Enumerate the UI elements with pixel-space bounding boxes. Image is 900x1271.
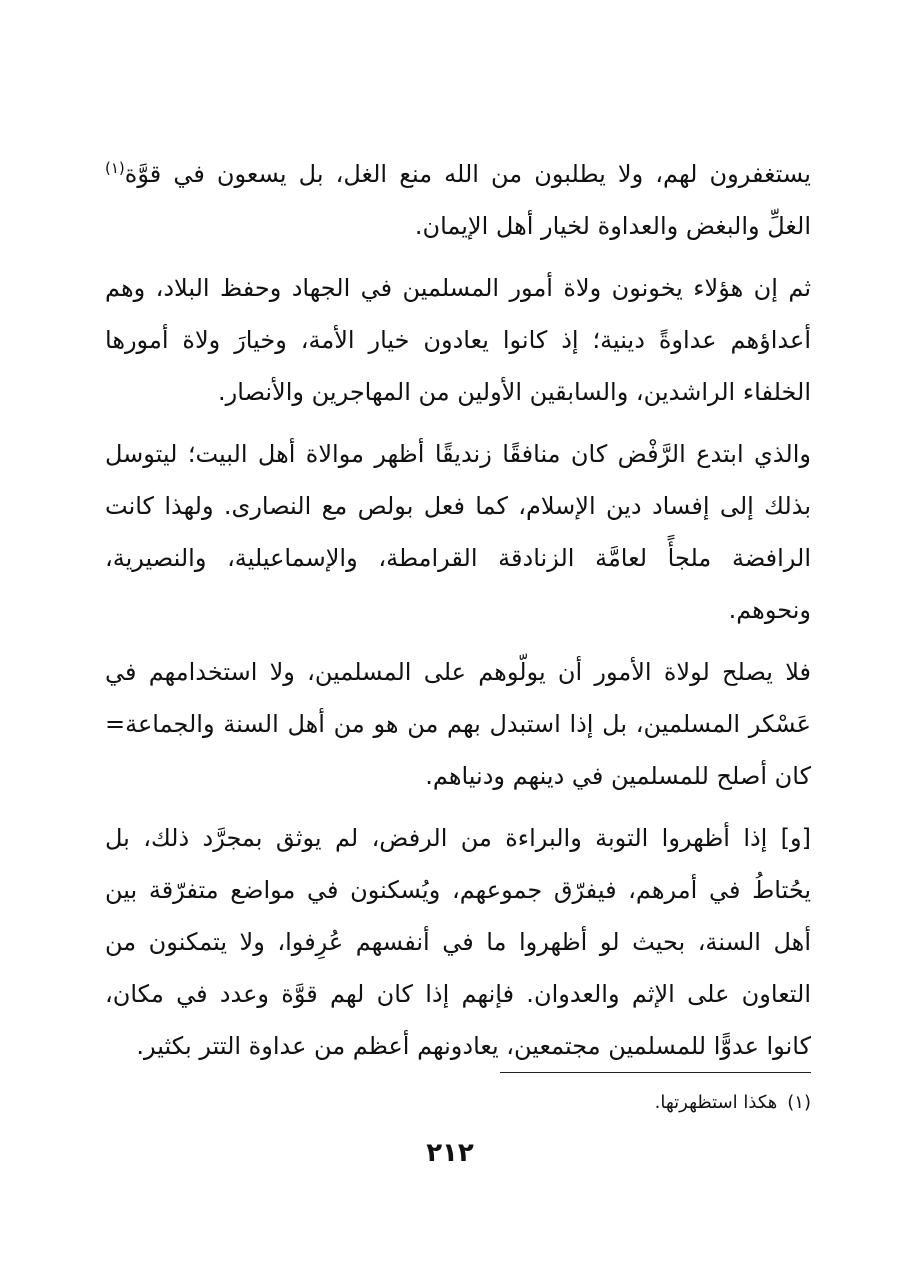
main-text — [105, 148, 811, 1082]
footnote-reference: (١) — [105, 159, 125, 177]
paragraph-5: [و] إذا أظهروا التوبة والبراءة من الرفض، لم يوثق بمجرَّد ذلك، بل يحُتاطُ في أمرهم، فيفرّق جموعهم، ويُسكنون في مواضع متفرّقة بين أهل السنة، بحيث لو أظهروا ما في أنفسهم عُرِفوا، ولا يتمكنون من التعاون على الإثم والعدوان. فإنهم إذا كان لهم قوَّة وعدد في مكان، كانوا عدوًّا للمسلمين مجتمعين، يعادونهم أعظم من عداوة التتر بكثير. — [105, 824, 811, 1060]
paragraph-3: والذي ابتدع الرَّفْض كان منافقًا زنديقًا أظهر موالاة أهل البيت؛ ليتوسل بذلك إلى إفساد دين الإسلام، كما فعل بولص مع النصارى. ولهذا كانت الرافضة ملجأً لعامَّة الزنادقة القرامطة، والإسماعيلية، والنصيرية، ونحوهم. — [105, 440, 811, 624]
paragraph-1 — [105, 148, 811, 252]
footnote-number: (١) — [787, 1092, 811, 1113]
footnote-text: هكذا استظهرتها. — [654, 1092, 778, 1113]
page-number: ٢١٢ — [426, 1138, 474, 1168]
paragraph-4: فلا يصلح لولاة الأمور أن يولّوهم على المسلمين، ولا استخدامهم في عَسْكر المسلمين، بل إذا استبدل بهم من هو من أهل السنة والجماعة= كان أصلح للمسلمين في دينهم ودنياهم. — [105, 658, 811, 790]
paragraph-1-tail: الغلِّ والبغض والعداوة لخيار أهل الإيمان. — [414, 212, 811, 240]
paragraph-1-text: يستغفرون لهم، ولا يطلبون من الله منع الغل، بل يسعون في قوَّة — [124, 160, 811, 188]
footnote-divider — [500, 1072, 811, 1073]
footnote — [420, 1088, 811, 1118]
paragraph-2: ثم إن هؤلاء يخونون ولاة أمور المسلمين في الجهاد وحفظ البلاد، وهم أعداؤهم عداوةً دينية؛ إذ كانوا يعادون خيار الأمة، وخيارَ ولاة أمورها الخلفاء الراشدين، والسابقين الأولين من المهاجرين والأنصار. — [105, 274, 811, 406]
